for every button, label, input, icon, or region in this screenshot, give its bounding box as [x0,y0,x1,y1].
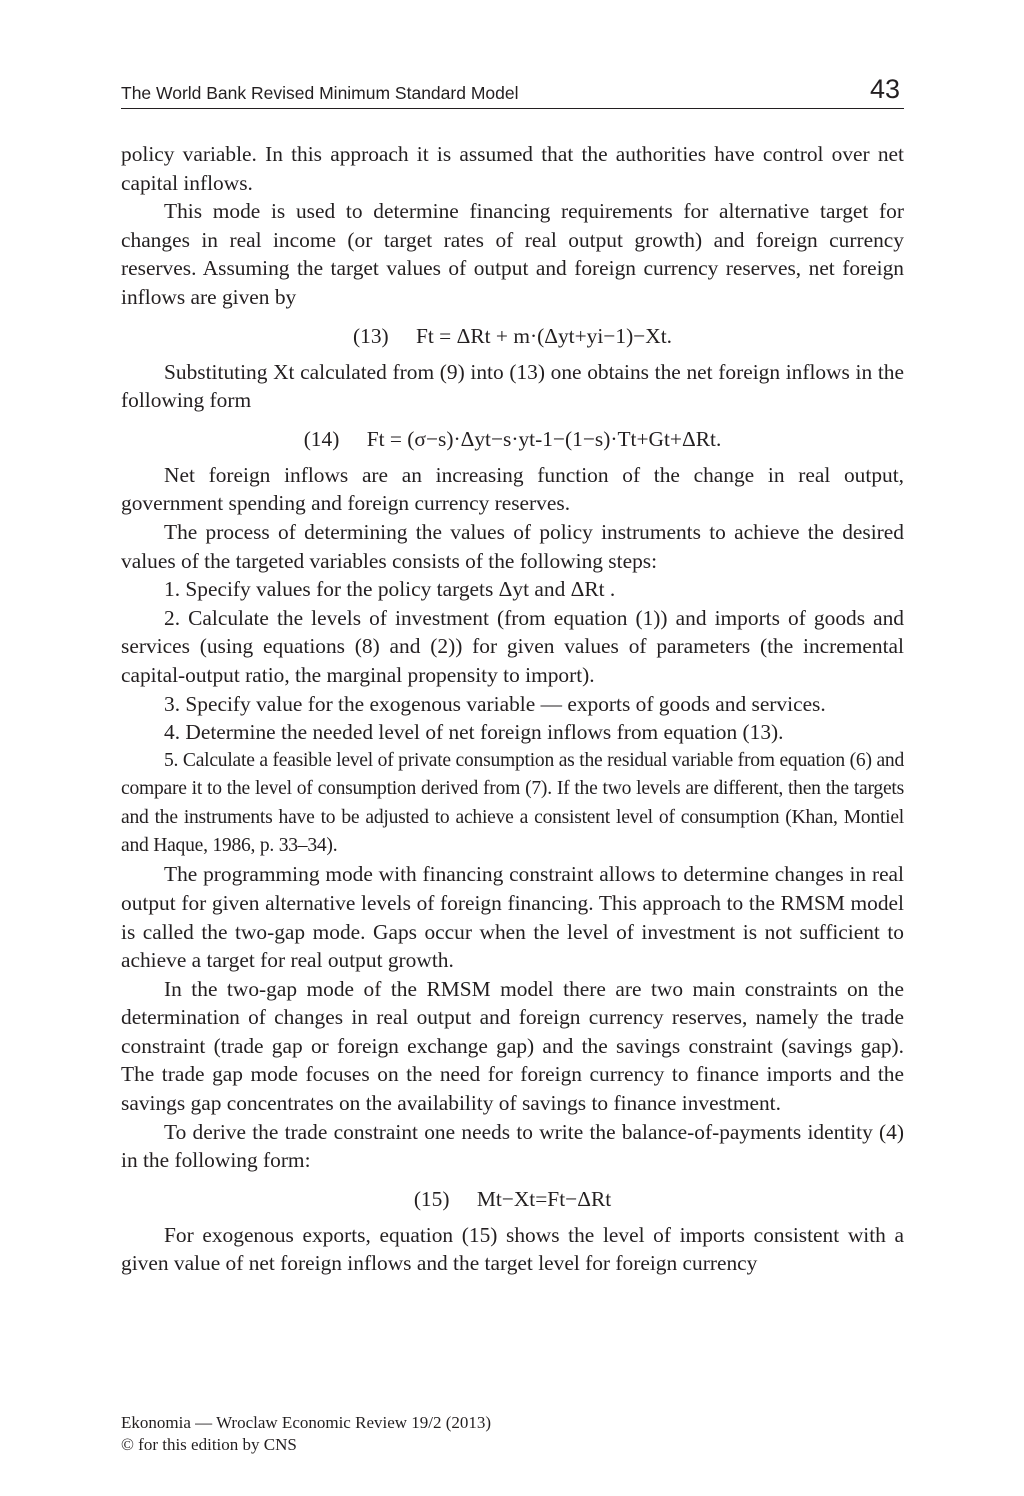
footer [121,1412,491,1456]
list-item: 5. Calculate a feasible level of private consumption as the residual variable from equation (6) and compare it to the level of consumption derived from (7). If the two levels are different, then the targets and the instruments have to be adjusted to achieve a consistent level of consumption (Khan, Montiel and Haque, 1986, p. 33–34). [121,749,904,856]
running-title: The World Bank Revised Minimum Standard Model [121,83,519,103]
list-item: 1. Specify values for the policy targets Δyt and ΔRt . [164,577,616,602]
equation-number: (13) [353,323,389,348]
paragraph: In the two-gap mode of the RMSM model there are two main constraints on the determination of changes in real output and foreign currency reserves, namely the trade constraint (trade gap or foreign exchange gap) and the savings constraint (savings gap). The trade gap mode focuses on the need for foreign currency to finance imports and the savings gap concentrates on the availability of savings to finance investment. [121,976,904,1116]
paragraph: The process of determining the values of policy instruments to achieve the desired values of the targeted variables consists of the following steps: [121,519,904,573]
paragraph: For exogenous exports, equation (15) shows the level of imports consistent with a given value of net foreign inflows and the target level for foreign currency [121,1222,904,1276]
list-item: 2. Calculate the levels of investment (from equation (1)) and imports of goods and services (using equations (8) and (2)) for given values of parameters (the incremental capital-output ratio, the marginal propensity to import). [121,605,904,687]
running-header [121,76,904,109]
equation-number: (14) [303,426,340,451]
equation-13 [121,322,904,350]
equation-14 [121,425,904,453]
paragraph: Substituting Xt calculated from (9) into (13) one obtains the net foreign inflows in the following form [121,359,904,413]
footer-copyright: © for this edition by CNS [121,1435,297,1454]
footer-journal: Ekonomia — Wroclaw Economic Review 19/2 (2013) [121,1413,492,1432]
equation-expression: Mt−Xt=Ft−ΔRt [476,1186,612,1211]
body-text [121,140,904,1278]
list-item: 3. Specify value for the exogenous variable — exports of goods and services. [164,691,826,716]
paragraph: The programming mode with financing constraint allows to determine changes in real output for given alternative levels of foreign financing. This approach to the RMSM model is called the two-gap mode. Gaps occur when the level of investment is not sufficient to achieve a target for real output growth. [121,862,904,973]
paragraph: This mode is used to determine financing requirements for alternative target for changes in real income (or target rates of real output growth) and foreign currency reserves. Assuming the target values of output and foreign currency reserves, net foreign inflows are given by [121,199,904,309]
equation-number: (15) [413,1186,450,1211]
list-item: 4. Determine the needed level of net foreign inflows from equation (13). [164,720,784,745]
page-number: 43 [869,74,900,104]
equation-expression: Ft = ΔRt + m·(Δyt+yi−1)−Xt. [416,323,672,348]
paragraph: To derive the trade constraint one needs to write the balance-of-payments identity (4) in the following form: [121,1119,904,1173]
equation-expression: Ft = (σ−s)·Δyt−s·yt-1−(1−s)·Tt+Gt+ΔRt. [366,426,722,451]
equation-15 [121,1185,904,1213]
paragraph: policy variable. In this approach it is assumed that the authorities have control over net capital inflows. [121,142,904,195]
paragraph: Net foreign inflows are an increasing function of the change in real output, government spending and foreign currency reserves. [121,462,904,516]
